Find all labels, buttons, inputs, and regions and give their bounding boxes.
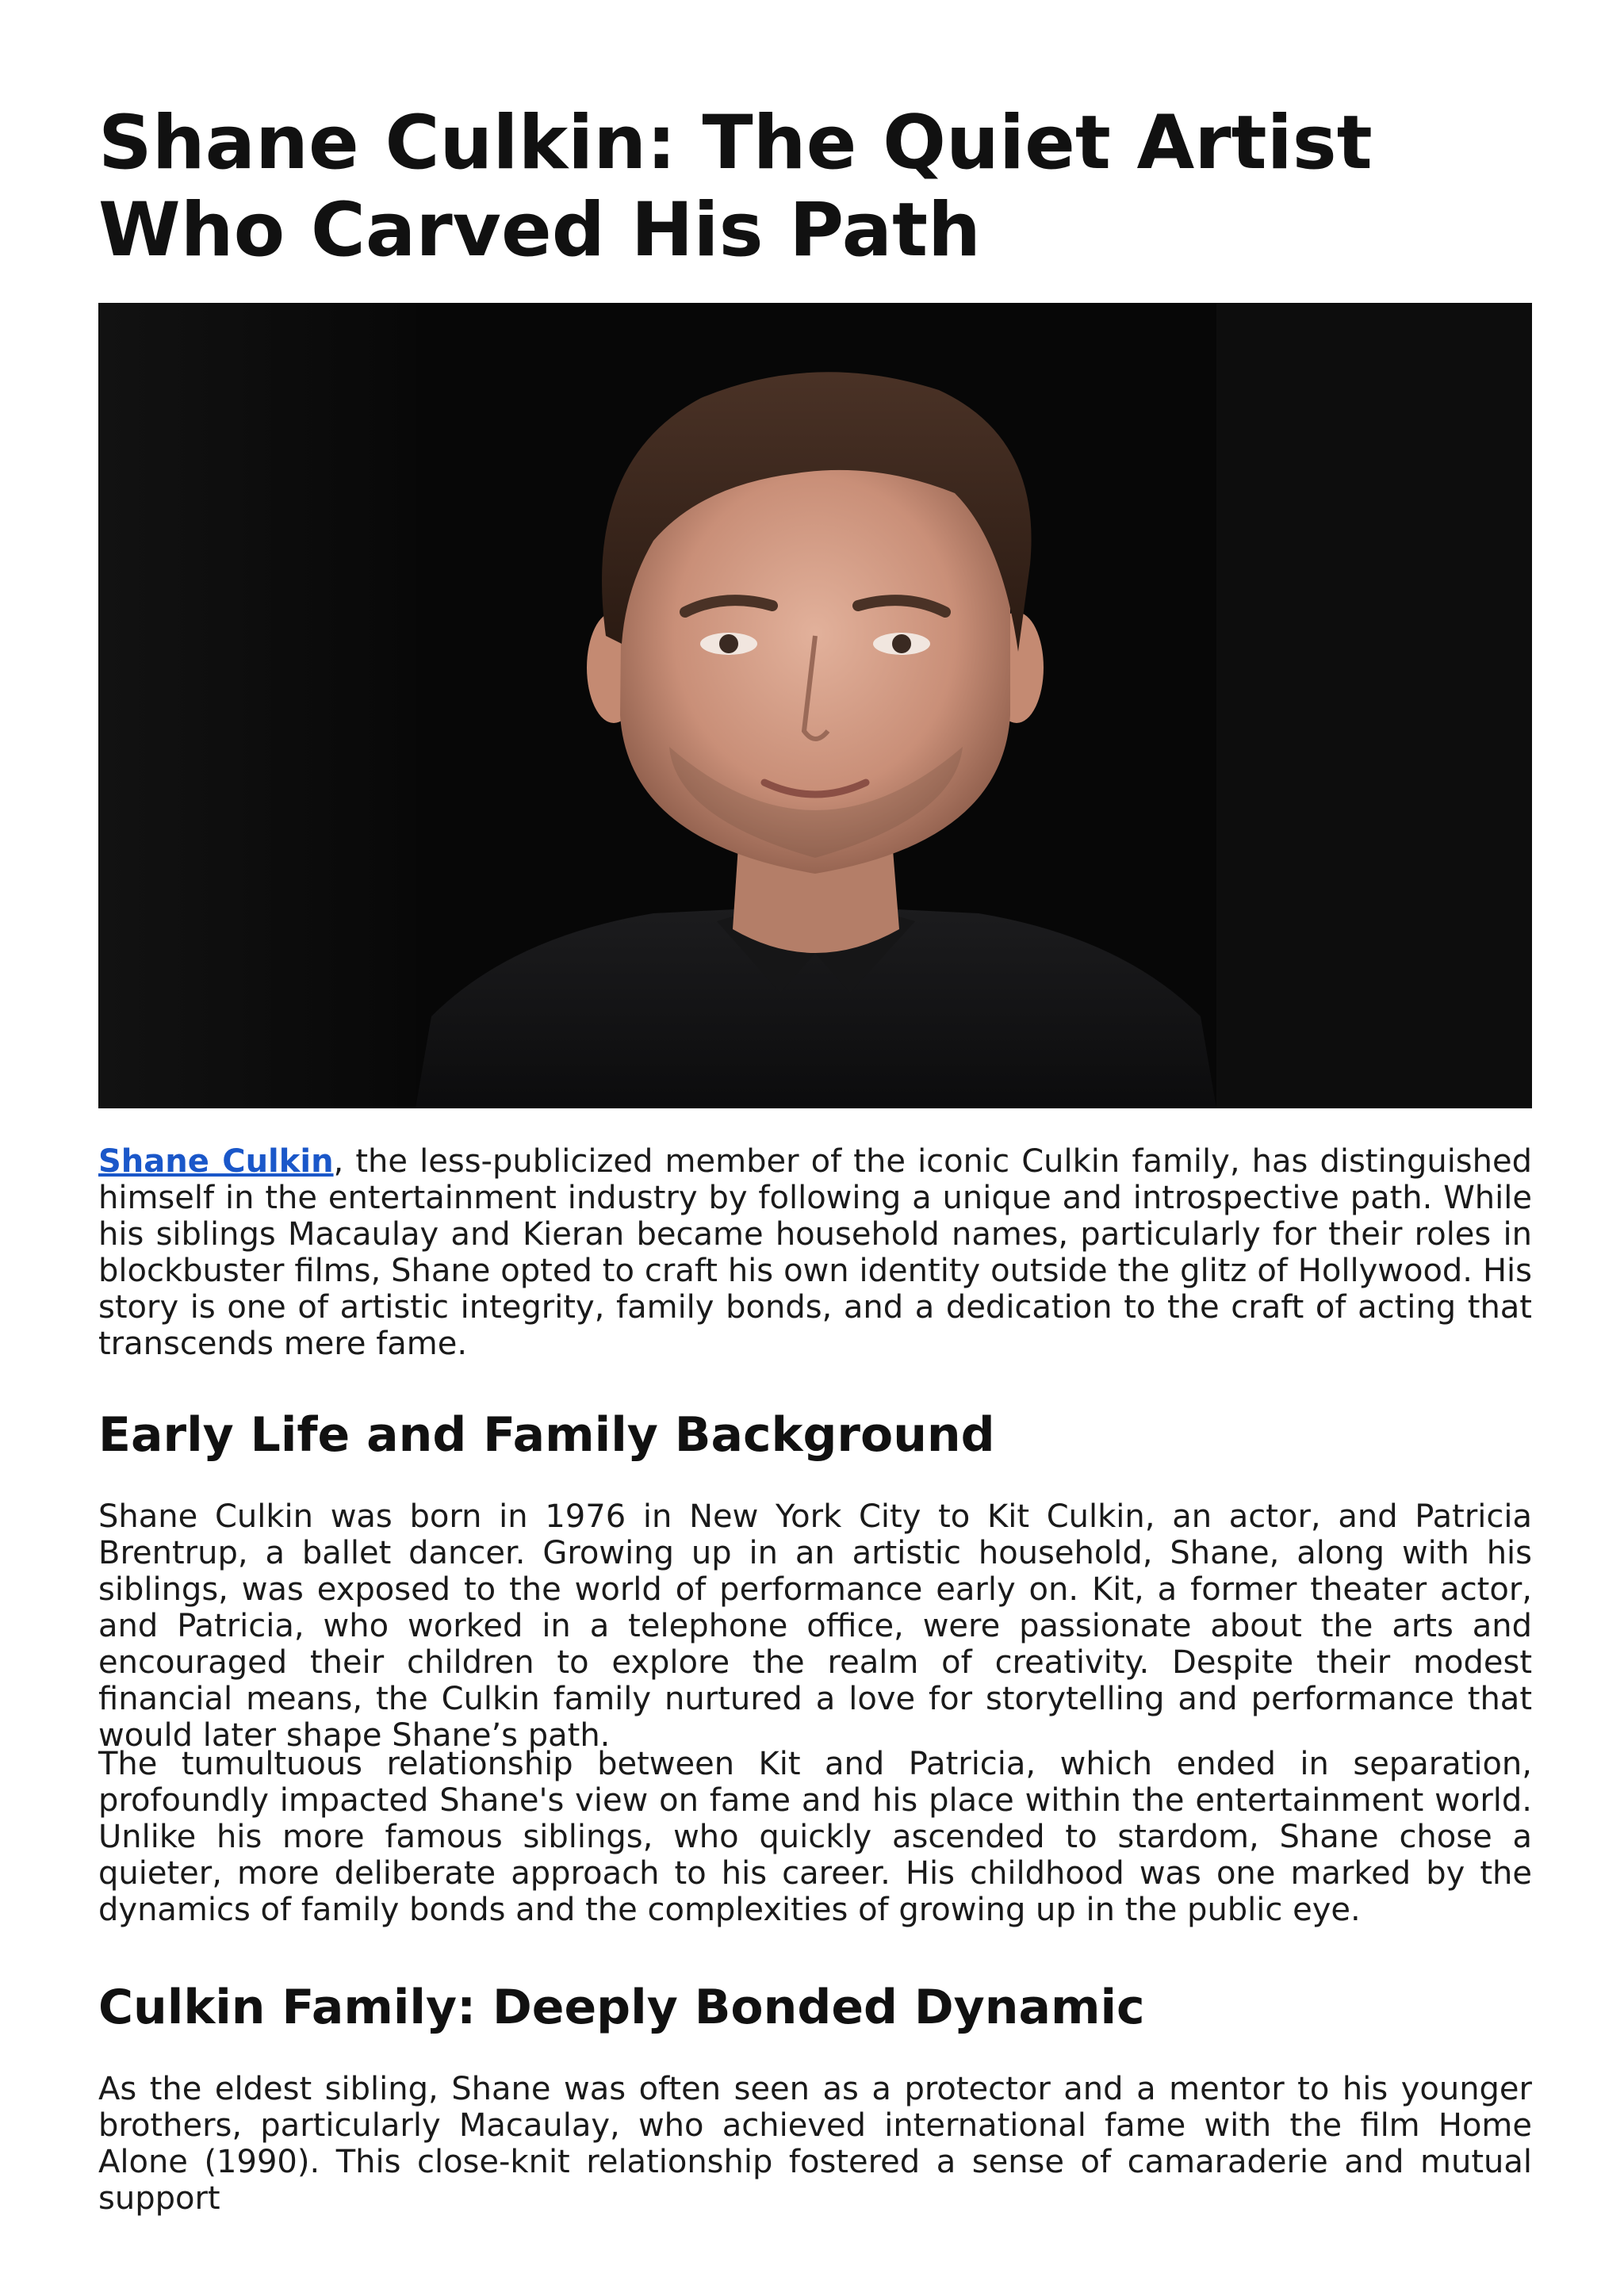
section-paragraph: As the eldest sibling, Shane was often seen as a protector and a mentor to his younger brothers, particularly Macaulay, who achieved international fame with the film Home Alone (1990). This close-knit relationship fostered a sense of camaraderie and mutual support (98, 2071, 1532, 2217)
section-heading: Culkin Family: Deeply Bonded Dynamic (98, 1980, 1145, 2035)
hero-image (98, 303, 1532, 1108)
intro-paragraph (98, 1143, 1532, 1362)
section-paragraph: Shane Culkin was born in 1976 in New York City to Kit Culkin, an actor, and Patricia Brentrup, a ballet dancer. Growing up in an artistic household, Shane, along with his siblings, was exposed to the world of performance early on. Kit, a former theater actor, and Patricia, who worked in a telephone office, were passionate about the arts and encouraged their children to explore the realm of creativity. Despite their modest financial means, the Culkin family nurtured a love for storytelling and performance that would later shape Shane’s path. (98, 1498, 1532, 1754)
shane-culkin-link[interactable]: Shane Culkin (98, 1143, 334, 1180)
intro-text: , the less-publicized member of the iconic Culkin family, has distinguished himself in the entertainment industry by following a unique and introspective path. While his siblings Macaulay and Kieran became household names, particularly for their roles in blockbuster films, Shane opted to craft his own identity outside the glitz of Hollywood. His story is one of artistic integrity, family bonds, and a dedication to the craft of acting that transcends mere fame. (98, 1143, 1532, 1362)
section-paragraph: The tumultuous relationship between Kit and Patricia, which ended in separation, profoundly impacted Shane's view on fame and his place within the entertainment world. Unlike his more famous siblings, who quickly ascended to stardom, Shane chose a quieter, more deliberate approach to his career. His childhood was one marked by the dynamics of family bonds and the complexities of growing up in the public eye. (98, 1746, 1532, 1928)
page-title: Shane Culkin: The Quiet Artist Who Carved His Path (98, 100, 1373, 274)
portrait-photo-icon (98, 303, 1532, 1108)
section-heading: Early Life and Family Background (98, 1407, 995, 1463)
